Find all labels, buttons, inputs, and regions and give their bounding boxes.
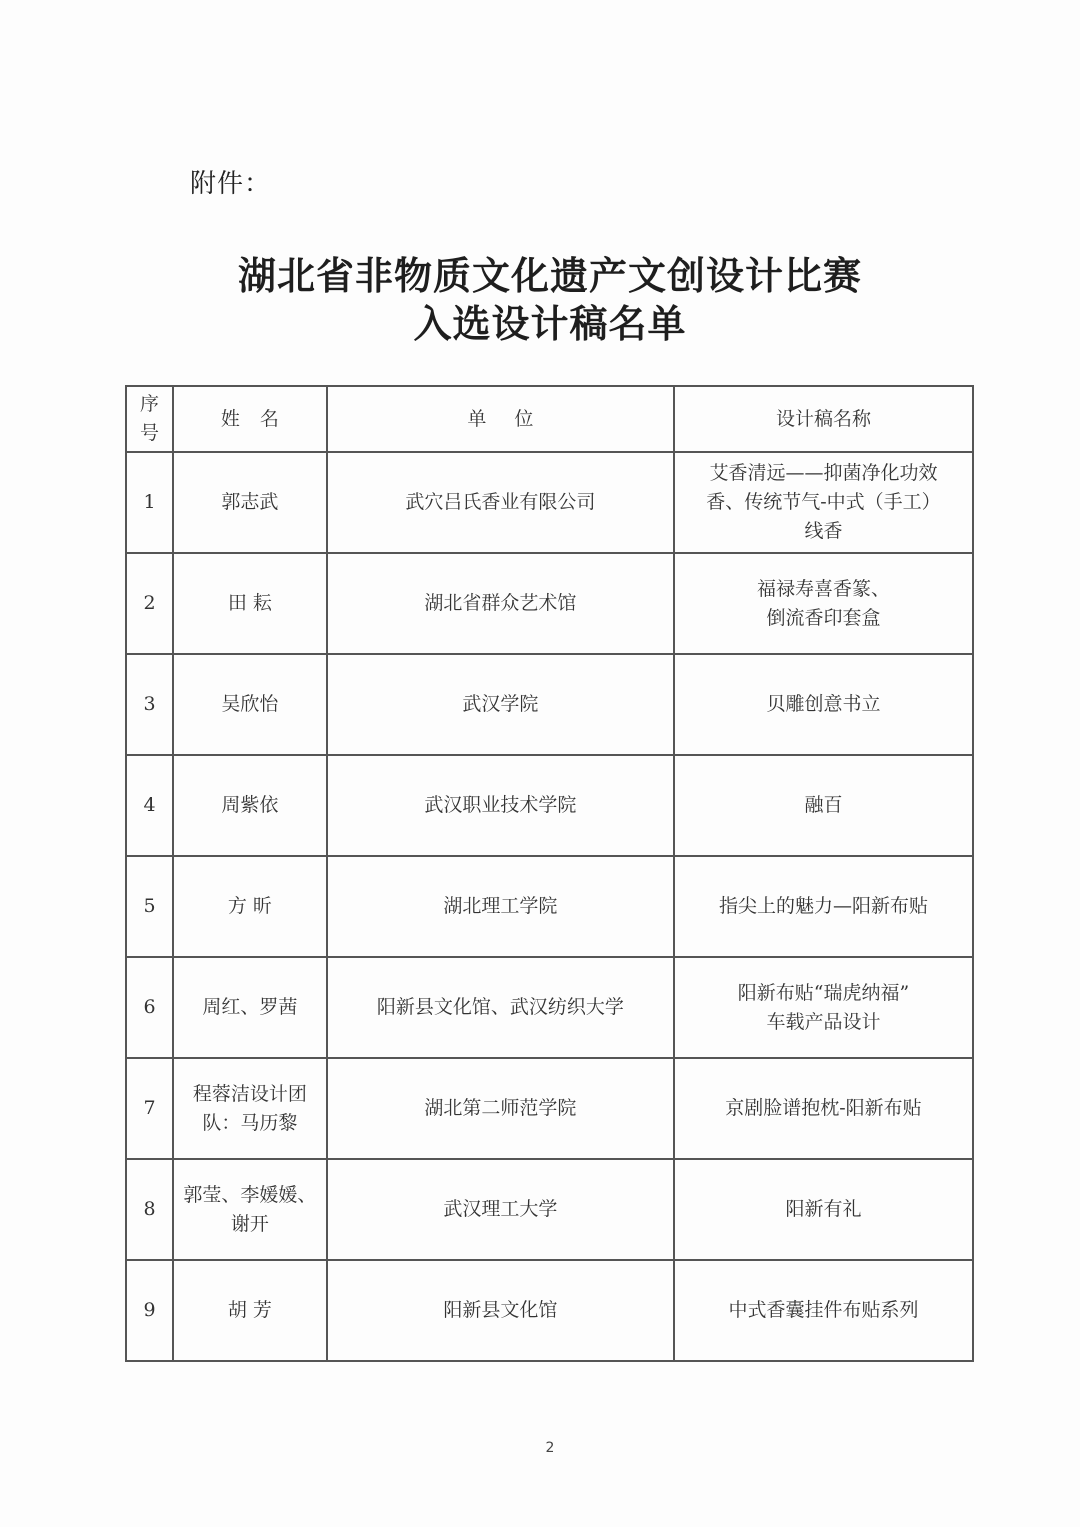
serial-number-cell: 4 <box>126 755 173 856</box>
serial-number-cell: 2 <box>126 553 173 654</box>
table-row <box>126 1159 973 1260</box>
table-row <box>126 1260 973 1361</box>
header-serial-number: 序 号 <box>126 386 173 452</box>
name-cell: 周紫依 <box>173 755 327 856</box>
name-cell: 田 耘 <box>173 553 327 654</box>
document-title <box>0 252 1080 348</box>
serial-number-cell: 1 <box>126 452 173 553</box>
header-unit: 单 位 <box>327 386 674 452</box>
table-header-row <box>126 386 973 452</box>
title-line-2: 入选设计稿名单 <box>413 301 687 346</box>
unit-cell: 湖北省群众艺术馆 <box>327 553 674 654</box>
name-cell: 郭志武 <box>173 452 327 553</box>
header-name: 姓 名 <box>173 386 327 452</box>
unit-cell: 武汉理工大学 <box>327 1159 674 1260</box>
table-row <box>126 1058 973 1159</box>
table-row <box>126 755 973 856</box>
title-line-1: 湖北省非物质文化遗产文创设计比赛 <box>237 253 862 298</box>
design-title-cell: 中式香囊挂件布贴系列 <box>674 1260 973 1361</box>
page-number: 2 <box>545 1440 555 1456</box>
design-title-cell: 融百 <box>674 755 973 856</box>
unit-cell: 阳新县文化馆、武汉纺织大学 <box>327 957 674 1058</box>
unit-cell: 武穴吕氏香业有限公司 <box>327 452 674 553</box>
name-cell: 郭莹、李媛媛、 谢开 <box>173 1159 327 1260</box>
unit-cell: 武汉职业技术学院 <box>327 755 674 856</box>
selected-designs-table <box>125 385 974 1362</box>
design-title-cell: 阳新布贴“瑞虎纳福” 车载产品设计 <box>674 957 973 1058</box>
design-title-cell: 京剧脸谱抱枕-阳新布贴 <box>674 1058 973 1159</box>
unit-cell: 湖北第二师范学院 <box>327 1058 674 1159</box>
name-cell: 方 昕 <box>173 856 327 957</box>
serial-number-cell: 6 <box>126 957 173 1058</box>
name-cell: 吴欣怡 <box>173 654 327 755</box>
serial-number-cell: 3 <box>126 654 173 755</box>
unit-cell: 湖北理工学院 <box>327 856 674 957</box>
attachment-label: 附件： <box>190 169 272 199</box>
unit-cell: 武汉学院 <box>327 654 674 755</box>
table-row <box>126 856 973 957</box>
table-row <box>126 654 973 755</box>
table-row <box>126 553 973 654</box>
serial-number-cell: 7 <box>126 1058 173 1159</box>
name-cell: 周红、罗茜 <box>173 957 327 1058</box>
serial-number-cell: 5 <box>126 856 173 957</box>
name-cell: 程蓉洁设计团 队：马历黎 <box>173 1058 327 1159</box>
header-design-title: 设计稿名称 <box>674 386 973 452</box>
design-title-cell: 福禄寿喜香篆、 倒流香印套盒 <box>674 553 973 654</box>
design-title-cell: 指尖上的魅力—阳新布贴 <box>674 856 973 957</box>
design-title-cell: 阳新有礼 <box>674 1159 973 1260</box>
name-cell: 胡 芳 <box>173 1260 327 1361</box>
design-title-cell: 贝雕创意书立 <box>674 654 973 755</box>
design-title-cell: 艾香清远——抑菌净化功效 香、传统节气-中式（手工） 线香 <box>674 452 973 553</box>
table-row <box>126 452 973 553</box>
table-row <box>126 957 973 1058</box>
serial-number-cell: 8 <box>126 1159 173 1260</box>
serial-number-cell: 9 <box>126 1260 173 1361</box>
unit-cell: 阳新县文化馆 <box>327 1260 674 1361</box>
